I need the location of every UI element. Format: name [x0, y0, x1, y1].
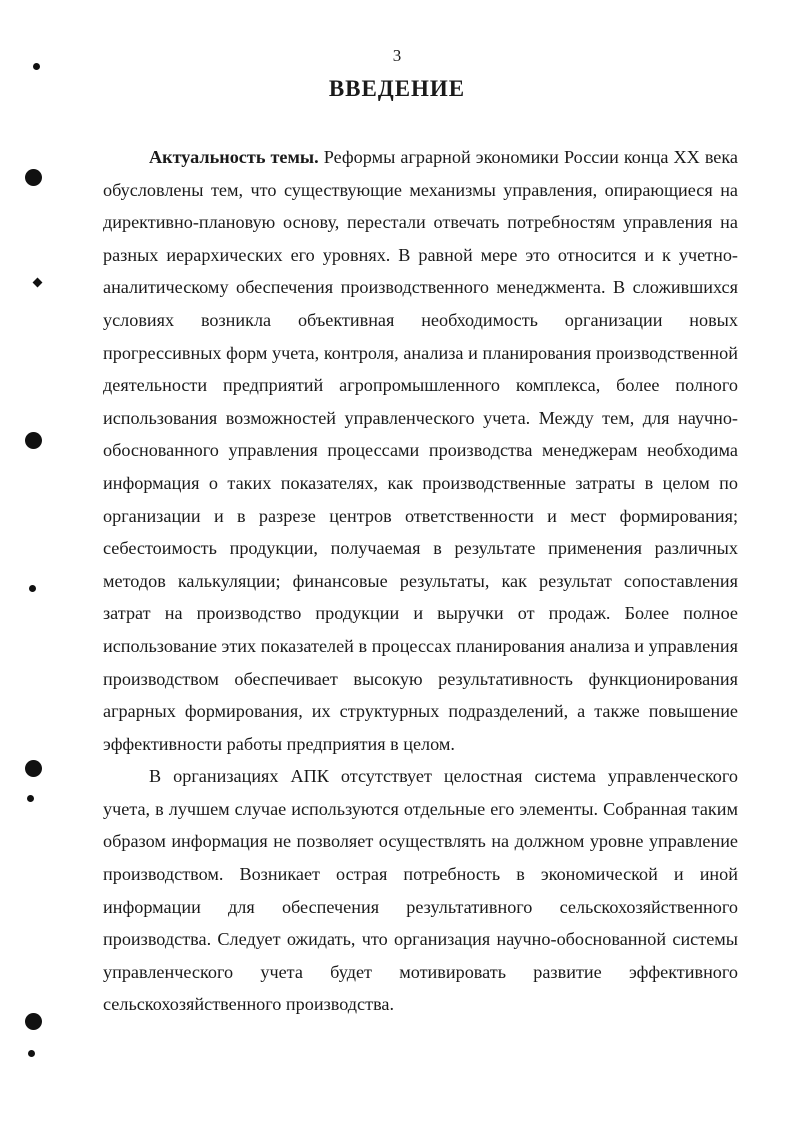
- paragraph-lead: Актуальность темы.: [149, 147, 319, 167]
- binding-mark: [28, 1050, 35, 1057]
- binding-mark: [33, 278, 43, 288]
- paragraph: [103, 760, 738, 1021]
- paragraph: [103, 141, 738, 760]
- binding-mark: [29, 585, 36, 592]
- binding-mark: [27, 795, 34, 802]
- body-text: [103, 141, 738, 1021]
- page-title: ВВЕДЕНИЕ: [328, 76, 466, 101]
- binding-hole: [25, 1013, 42, 1030]
- binding-hole: [25, 760, 42, 777]
- paragraph-text: Реформы аграрной экономики России конца XX века обусловлены тем, что существующие механизмы управления, опирающиеся на директивно-плановую основу, перестали отвечать потребностям управления на разных иерархических его уровнях. В равной мере это относится и к учетно-аналитическому обеспечения производственного менеджмента. В сложившихся условиях возникла объективная необходимость организации новых прогрессивных форм учета, контроля, анализа и планирования производственной деятельности предприятий агропромышленного комплекса, более полного использования возможностей управленческого учета. Между тем, для научно-обоснованного управления процессами производства менеджерам необходима информация о таких показателях, как производственные затраты в целом по организации и в разрезе центров ответственности и мест формирования; себестоимость продукции, получаемая в результате применения различных методов калькуляции; финансовые результаты, как результат сопоставления затрат на производство продукции и выручки от продаж. Более полное использование этих показателей в процессах планирования анализа и управления производством обеспечивает высокую результативность функционирования аграрных формирования, их структурных подразделений, а также повышение эффективности работы предприятия в целом.: [103, 147, 739, 754]
- paragraph-text: В организациях АПК отсутствует целостная система управленческого учета, в лучшем случае используются отдельные его элементы. Собранная таким образом информация не позволяет осуществлять на должном уровне управление производством. Возникает острая потребность в экономической и иной информации для обеспечения результативного сельскохозяйственного производства. Следует ожидать, что организация научно-обоснованной системы управленческого учета будет мотивировать развитие эффективного сельскохозяйственного производства.: [103, 766, 738, 1015]
- binding-hole: [25, 432, 42, 449]
- binding-hole: [25, 169, 42, 186]
- page-number: 3: [392, 46, 402, 65]
